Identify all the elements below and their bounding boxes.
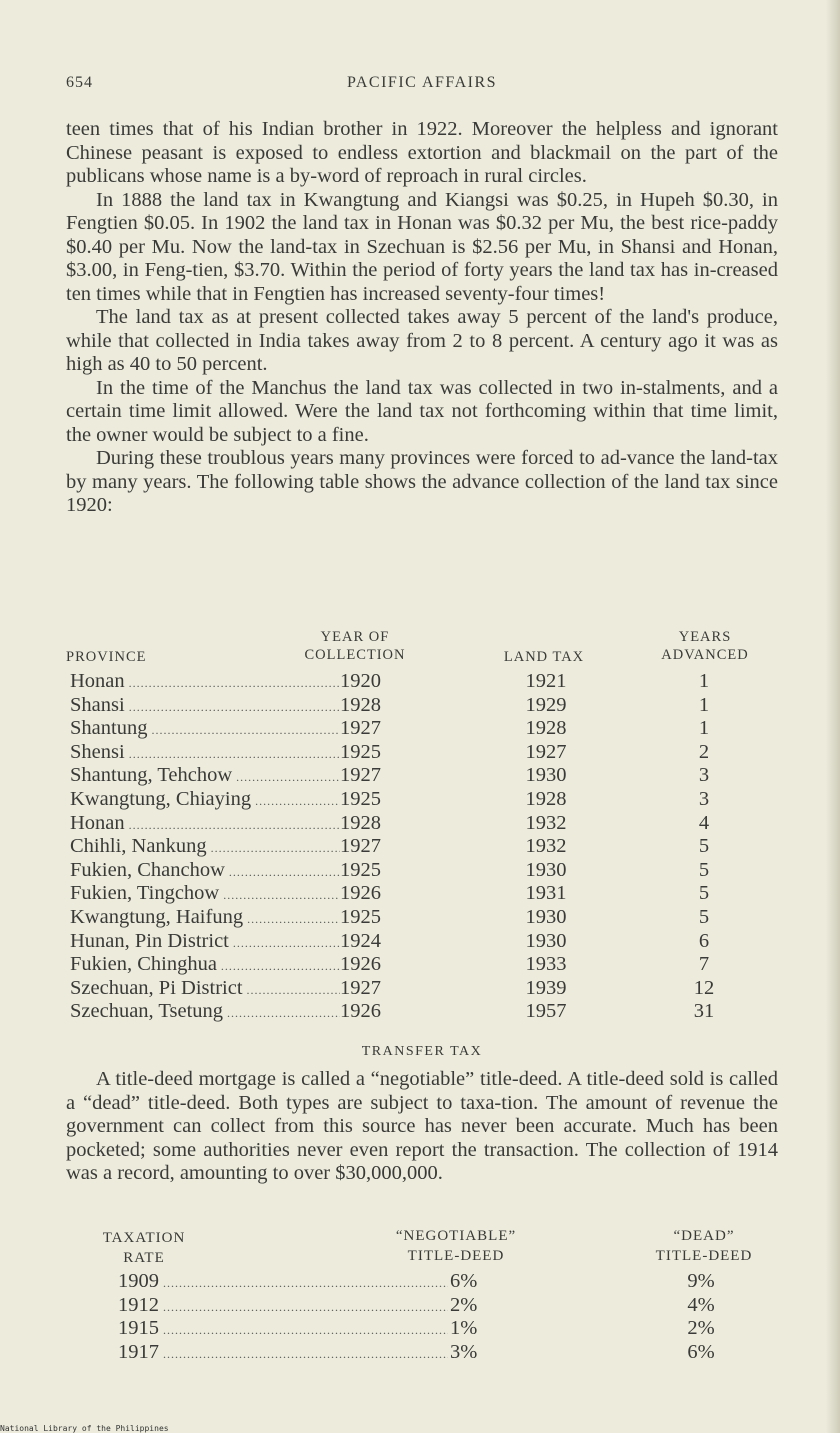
year-cell: 1926 [340, 953, 381, 976]
years-advanced-cell: 5 [698, 905, 710, 928]
years-advanced-cell: 3 [698, 787, 710, 810]
province-cell: Fukien, Tingchow ..... [70, 882, 340, 908]
header-negotiable: “NEGOTIABLE” TITLE-DEED [395, 1228, 517, 1264]
province-cell: Kwangtung, Chiaying ..... [70, 788, 340, 814]
province-cell: Fukien, Chinghua ..... [70, 953, 340, 979]
land-tax-cell: 1928 [525, 787, 567, 810]
province-cell: Hunan, Pin District ..... [70, 930, 340, 956]
province-cell: Honan ..... [70, 670, 340, 696]
year-cell: 1925 [340, 905, 381, 928]
province-cell: Kwangtung, Haifung ..... [70, 906, 340, 932]
year-cell: 1927 [340, 764, 381, 787]
land-tax-cell: 1933 [525, 953, 567, 976]
year-cell: 1925 [340, 787, 381, 810]
rate-table-header [66, 1226, 778, 1270]
table-row [66, 741, 778, 765]
header-land-tax: LAND TAX [503, 649, 585, 665]
years-advanced-cell: 3 [698, 764, 710, 787]
paragraph-3: The land tax as at present collected takes away 5 percent of the land's produce, while that collected in India takes away from 2 to 8 percent. A century ago it was as high as 40 to 50 percent. [66, 306, 778, 375]
table-row [66, 835, 778, 859]
advance-table-body [66, 670, 778, 1024]
paragraph-1: teen times that of his Indian brother in 1922. Moreover the helpless and ignorant Chinese peasant is exposed to endless extortion and blackmail on the part of the publicans whose name is a by-word of reproach in rural circles. [66, 118, 778, 187]
years-advanced-cell: 1 [698, 717, 710, 740]
province-cell: Shansi ..... [70, 694, 340, 720]
negotiable-cell: 3% [450, 1340, 478, 1363]
year-cell: 1926 [340, 882, 381, 905]
province-cell: Szechuan, Pi District ..... [70, 977, 340, 1003]
table-row [66, 1270, 778, 1294]
table-row [66, 1317, 778, 1341]
table-row [66, 977, 778, 1001]
header-province: PROVINCE [66, 649, 147, 665]
dead-cell: 2% [687, 1317, 715, 1339]
paragraph-2: In 1888 the land tax in Kwangtung and Kiangsi was $0.25, in Hupeh $0.30, in Fengtien $0.05. In 1902 the land tax in Honan was $0.32 per Mu, the best rice-paddy $0.40 per Mu. Now the land-tax in Szechuan is $2.56 per Mu, in Shansi and Honan, $3.00, in Feng-tien, $3.70. Within the period of forty years the land tax has in-creased ten times while that in Fengtien has increased seventy-four times! [66, 188, 778, 305]
page-header [66, 74, 778, 98]
land-tax-cell: 1930 [525, 858, 567, 881]
year-cell: 1928 [340, 811, 381, 834]
rate-table-body [66, 1270, 778, 1364]
table-row [66, 906, 778, 930]
transfer-paragraph: A title-deed mortgage is called a “negotiable” title-deed. A title-deed sold is called a “dead” title-deed. Both types are subject to taxa-tion. The amount of revenue the government can collect from this source has never been accurate. Much has been pocketed; some authorities never even report the transaction. The collection of 1914 was a record, amounting to over $30,000,000. [66, 1068, 778, 1184]
year-cell: 1927 [340, 835, 381, 858]
paragraph-5: During these troublous years many provinces were forced to ad-vance the land-tax by many years. The following table shows the advance collection of the land tax since 1920: [66, 447, 778, 516]
province-cell: Fukien, Chanchow ..... [70, 859, 340, 885]
table-row [66, 812, 778, 836]
page-number: 654 [66, 74, 93, 91]
table-row [66, 764, 778, 788]
dead-cell: 6% [687, 1340, 715, 1363]
paragraph-4: In the time of the Manchus the land tax was collected in two in-stalments, and a certain time limit allowed. Were the land tax not forthcoming within that time limit, the owner would be subject to a fine. [66, 376, 778, 446]
year-cell: 1924 [340, 929, 381, 952]
year-cell: 1927 [340, 717, 381, 740]
negotiable-cell: 1% [450, 1317, 478, 1339]
dead-cell: 4% [687, 1293, 715, 1316]
land-tax-cell: 1930 [525, 764, 567, 787]
province-cell: Honan ..... [70, 812, 340, 838]
table-row [66, 930, 778, 954]
header-dead: “DEAD” TITLE-DEED [655, 1228, 753, 1264]
header-year-of-collection: YEAR OF COLLECTION [304, 629, 406, 663]
header-taxation-rate: TAXATION RATE [102, 1230, 186, 1266]
transfer-tax-text [66, 1068, 778, 1186]
years-advanced-cell: 1 [698, 670, 710, 692]
table-row [66, 1341, 778, 1365]
header-years-advanced: YEARS ADVANCED [661, 629, 749, 663]
land-tax-cell: 1921 [525, 670, 567, 692]
page-edge-shadow [826, 0, 840, 1433]
years-advanced-cell: 2 [698, 740, 710, 763]
taxation-rate-table [66, 1226, 778, 1364]
year-cell: 1927 [340, 976, 381, 999]
land-tax-cell: 1929 [525, 693, 567, 716]
province-cell: Chihli, Nankung ..... [70, 835, 340, 861]
land-tax-cell: 1928 [525, 717, 567, 740]
running-head: PACIFIC AFFAIRS [346, 74, 498, 91]
year-cell: 1926 [340, 1000, 381, 1023]
province-cell: Szechuan, Tsetung ..... [70, 1000, 340, 1026]
table-row [66, 1000, 778, 1024]
table-row [66, 670, 778, 694]
rate-year-cell: 1915 ..... [118, 1317, 448, 1343]
years-advanced-cell: 4 [698, 811, 710, 834]
advance-collection-table [66, 626, 778, 1024]
advance-table-header [66, 626, 778, 670]
years-advanced-cell: 7 [698, 953, 710, 976]
land-tax-cell: 1930 [525, 929, 567, 952]
negotiable-cell: 6% [450, 1270, 478, 1292]
library-watermark: National Library of the Philippines [0, 1424, 169, 1433]
years-advanced-cell: 5 [698, 858, 710, 881]
table-row [66, 788, 778, 812]
land-tax-cell: 1930 [525, 905, 567, 928]
land-tax-cell: 1931 [525, 882, 567, 905]
negotiable-cell: 2% [450, 1293, 478, 1316]
years-advanced-cell: 31 [693, 1000, 715, 1023]
years-advanced-cell: 6 [698, 929, 710, 952]
years-advanced-cell: 1 [698, 693, 710, 716]
land-tax-cell: 1927 [525, 740, 567, 763]
rate-year-cell: 1917 ..... [118, 1341, 448, 1367]
table-row [66, 694, 778, 718]
year-cell: 1928 [340, 693, 381, 716]
table-row [66, 1294, 778, 1318]
table-row [66, 859, 778, 883]
rate-year-cell: 1912 ..... [118, 1294, 448, 1320]
year-cell: 1925 [340, 740, 381, 763]
land-tax-cell: 1932 [525, 835, 567, 858]
table-row [66, 882, 778, 906]
section-heading: TRANSFER TAX [361, 1044, 483, 1059]
years-advanced-cell: 5 [698, 835, 710, 858]
land-tax-cell: 1957 [525, 1000, 567, 1023]
province-cell: Shantung, Tehchow ..... [70, 764, 340, 790]
intro-paragraphs [66, 118, 778, 518]
year-cell: 1925 [340, 858, 381, 881]
years-advanced-cell: 5 [698, 882, 710, 905]
land-tax-cell: 1939 [525, 976, 567, 999]
rate-year-cell: 1909 ..... [118, 1270, 448, 1296]
year-cell: 1920 [340, 670, 381, 692]
table-row [66, 717, 778, 741]
province-cell: Shensi ..... [70, 741, 340, 767]
table-row [66, 953, 778, 977]
province-cell: Shantung ..... [70, 717, 340, 743]
years-advanced-cell: 12 [693, 976, 715, 999]
dead-cell: 9% [687, 1270, 715, 1292]
land-tax-cell: 1932 [525, 811, 567, 834]
